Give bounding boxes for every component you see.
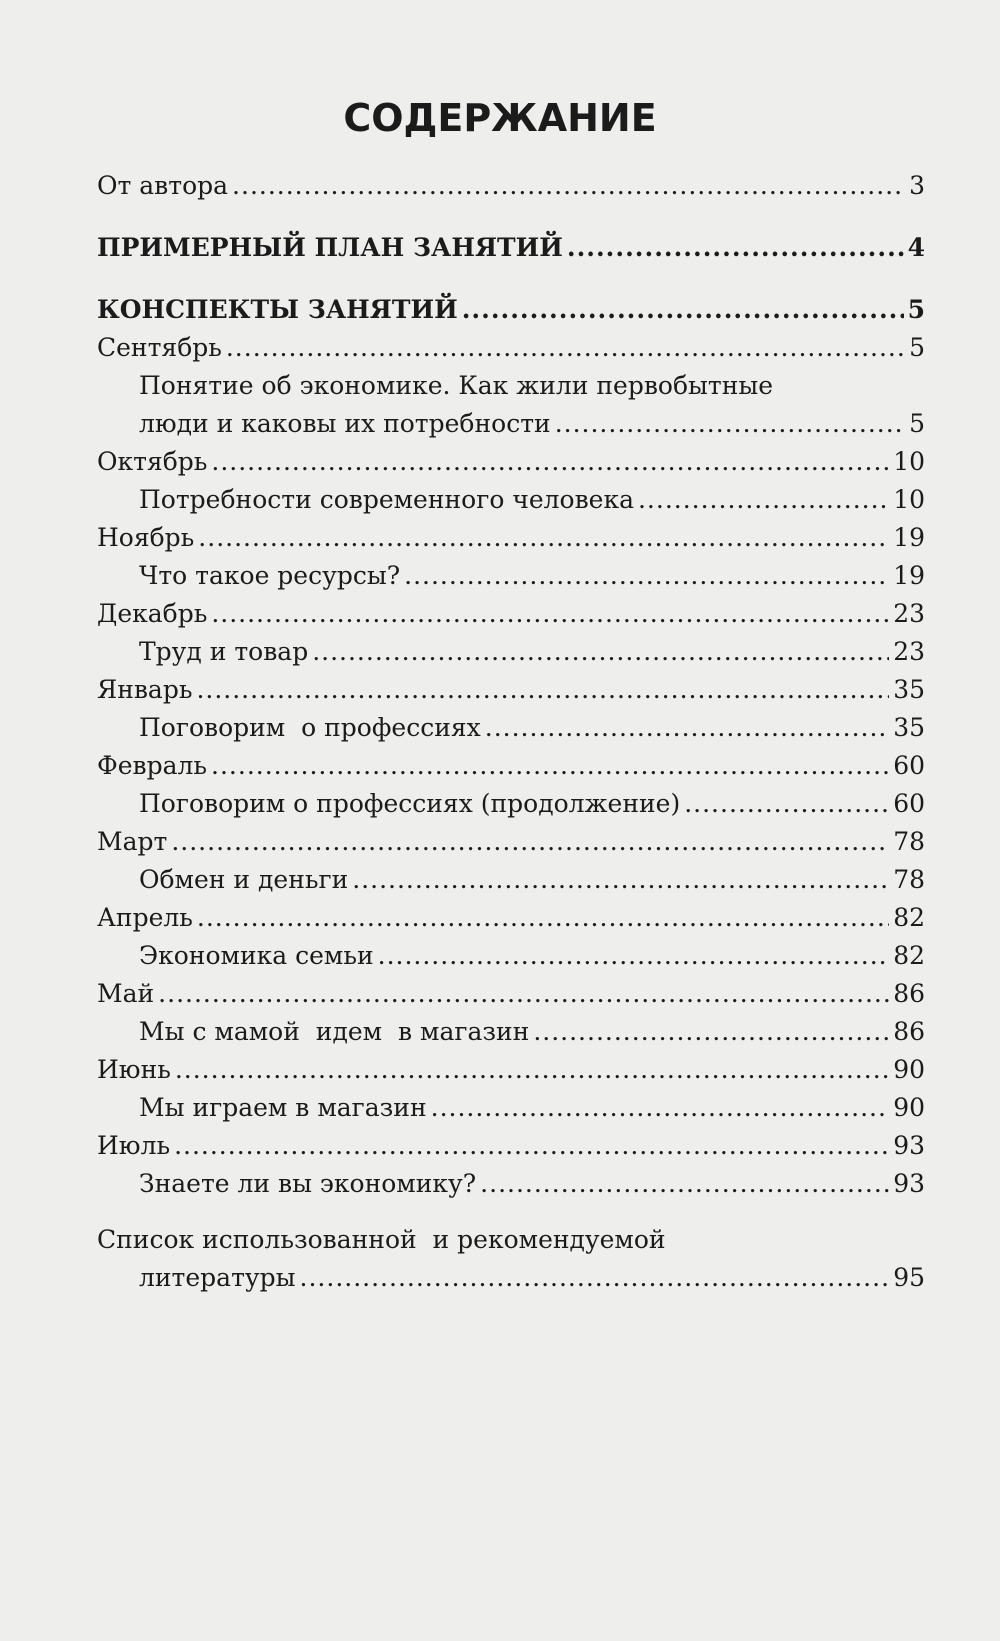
- toc-entry-label: Сентябрь: [97, 333, 222, 362]
- leader-dots: [211, 595, 889, 633]
- toc-page-number: 86: [893, 1017, 925, 1046]
- toc-entry-plan: [97, 229, 925, 267]
- leader-dots: [567, 229, 904, 267]
- leader-dots: [378, 937, 890, 975]
- leader-dots: [462, 291, 904, 329]
- toc-page-number: 93: [893, 1169, 925, 1198]
- toc-entry-label: Поговорим о профессиях: [139, 713, 481, 742]
- toc-entry-dec-topic: [97, 633, 925, 671]
- toc-entry-apr-topic: [97, 937, 925, 975]
- toc-page-number: 93: [893, 1131, 925, 1160]
- toc-entry-label: Экономика семьи: [139, 941, 374, 970]
- toc-page-number: 60: [893, 751, 925, 780]
- toc-entry-from-author: [97, 167, 925, 205]
- leader-dots: [232, 167, 905, 205]
- leader-dots: [404, 557, 889, 595]
- toc-page-number: 82: [893, 941, 925, 970]
- leader-dots: [211, 443, 889, 481]
- toc-entry-jul-topic: [97, 1165, 925, 1203]
- toc-entry-label: Поговорим о профессиях (продолжение): [139, 789, 681, 818]
- leader-dots: [431, 1089, 890, 1127]
- toc-entry-june: [97, 1051, 925, 1089]
- toc-entry-label: Ноябрь: [97, 523, 195, 552]
- leader-dots: [312, 633, 889, 671]
- toc-page-number: 86: [893, 979, 925, 1008]
- toc-entry-jan-topic: [97, 709, 925, 747]
- toc-page-number: 78: [893, 827, 925, 856]
- toc-entry-december: [97, 595, 925, 633]
- toc-entry-label: ПРИМЕРНЫЙ ПЛАН ЗАНЯТИЙ: [97, 233, 563, 262]
- toc-entry-label: Что такое ресурсы?: [139, 561, 401, 590]
- toc-page-number: 3: [909, 171, 925, 200]
- toc-page-number: 78: [893, 865, 925, 894]
- toc-page-number: 10: [893, 447, 925, 476]
- toc-entry-sep-topic-line1: Понятие об экономике. Как жили первобытные: [139, 371, 774, 400]
- leader-dots: [480, 1165, 889, 1203]
- leader-dots: [158, 975, 889, 1013]
- toc-entry-konspekty: [97, 291, 925, 329]
- toc-entry-nov-topic: [97, 557, 925, 595]
- toc-page-number: 10: [893, 485, 925, 514]
- leader-dots: [171, 823, 889, 861]
- toc-entry-label: Декабрь: [97, 599, 208, 628]
- toc-entry-september: [97, 329, 925, 367]
- toc-entry-label: Знаете ли вы экономику?: [139, 1169, 477, 1198]
- leader-dots: [226, 329, 905, 367]
- toc-entry-label: литературы: [139, 1263, 296, 1292]
- toc-entry-label: Январь: [97, 675, 193, 704]
- toc-entry-label: Обмен и деньги: [139, 865, 349, 894]
- toc-entry-label: Потребности современного человека: [139, 485, 634, 514]
- toc-page-number: 90: [893, 1093, 925, 1122]
- toc-page-number: 35: [893, 675, 925, 704]
- toc-page-number: 19: [893, 561, 925, 590]
- toc-page-number: 90: [893, 1055, 925, 1084]
- toc-entry-literature-line1: Список использованной и рекомендуемой: [97, 1225, 666, 1254]
- toc-entry-label: От автора: [97, 171, 229, 200]
- toc-page-number: 5: [909, 409, 925, 438]
- toc-entry-literature: [97, 1259, 925, 1297]
- leader-dots: [352, 861, 889, 899]
- toc-page-number: 23: [893, 599, 925, 628]
- toc-entry-label: люди и каковы их потребности: [139, 409, 551, 438]
- toc-entry-may-topic: [97, 1013, 925, 1051]
- toc-entry-july: [97, 1127, 925, 1165]
- leader-dots: [197, 899, 889, 937]
- toc-entry-label: Труд и товар: [139, 637, 309, 666]
- toc-page-number: 95: [893, 1263, 925, 1292]
- toc-page-number: 5: [909, 333, 925, 362]
- toc-entry-label: Мы с мамой идем в магазин: [139, 1017, 530, 1046]
- toc-entry-october: [97, 443, 925, 481]
- leader-dots: [638, 481, 889, 519]
- toc-entry-label: Март: [97, 827, 168, 856]
- toc-entry-label: КОНСПЕКТЫ ЗАНЯТИЙ: [97, 295, 458, 324]
- toc-page-number: 23: [893, 637, 925, 666]
- toc-entry-label: Мы играем в магазин: [139, 1093, 427, 1122]
- toc-entry-january: [97, 671, 925, 709]
- toc-entry-jun-topic: [97, 1089, 925, 1127]
- toc-entry-november: [97, 519, 925, 557]
- page-title: СОДЕРЖАНИЕ: [343, 96, 657, 140]
- toc-entry-label: Октябрь: [97, 447, 208, 476]
- leader-dots: [684, 785, 889, 823]
- toc-entry-feb-topic: [97, 785, 925, 823]
- toc-entry-april: [97, 899, 925, 937]
- leader-dots: [211, 747, 889, 785]
- toc-entry-label: Май: [97, 979, 155, 1008]
- toc-page-number: 60: [893, 789, 925, 818]
- leader-dots: [485, 709, 889, 747]
- leader-dots: [300, 1259, 890, 1297]
- leader-dots: [175, 1051, 889, 1089]
- toc-page-number: 35: [893, 713, 925, 742]
- toc-entry-label: Февраль: [97, 751, 208, 780]
- leader-dots: [174, 1127, 889, 1165]
- toc-page-number: 19: [893, 523, 925, 552]
- toc-entry-sep-topic: [97, 405, 925, 443]
- toc-page-number: 5: [907, 295, 925, 324]
- toc-entry-mar-topic: [97, 861, 925, 899]
- table-of-contents: [97, 167, 925, 1297]
- toc-entry-oct-topic: [97, 481, 925, 519]
- leader-dots: [555, 405, 905, 443]
- toc-entry-february: [97, 747, 925, 785]
- toc-page-number: 4: [907, 233, 925, 262]
- toc-entry-may: [97, 975, 925, 1013]
- leader-dots: [196, 671, 889, 709]
- toc-entry-label: Июнь: [97, 1055, 171, 1084]
- toc-entry-label: Июль: [97, 1131, 171, 1160]
- leader-dots: [198, 519, 889, 557]
- toc-page-number: 82: [893, 903, 925, 932]
- toc-entry-march: [97, 823, 925, 861]
- toc-entry-label: Апрель: [97, 903, 193, 932]
- leader-dots: [533, 1013, 889, 1051]
